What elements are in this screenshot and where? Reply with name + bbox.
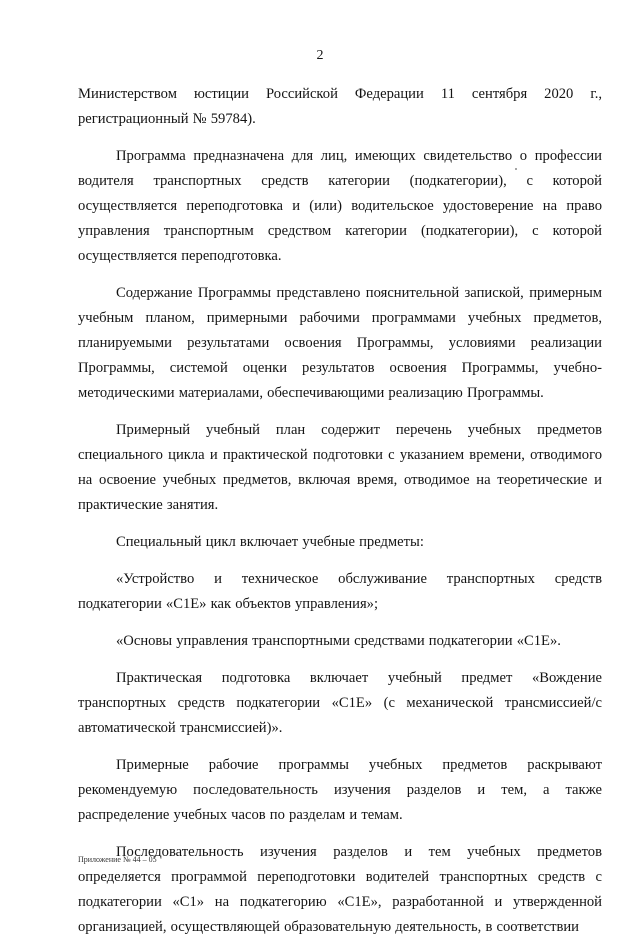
paragraph: «Устройство и техническое обслуживание транспортных средств подкатегории «С1Е» как объектов управления»; [78, 571, 602, 612]
scan-speck [515, 168, 517, 170]
paragraph: Содержание Программы представлено пояснительной запиской, примерным учебным планом, примерными рабочими программами учебных предметов, планируемыми результатами освоения Программы, условиями реализации Программы, системой оценки результатов освоения Программы, учебно-методическими материалами, обеспечивающими реализацию Программы. [78, 285, 602, 401]
paragraph: «Основы управления транспортными средствами подкатегории «С1Е». [116, 633, 561, 649]
paragraph: Министерством юстиции Российской Федерации 11 сентября 2020 г., регистрационный № 59784). [78, 86, 602, 127]
paragraph: Специальный цикл включает учебные предметы: [116, 534, 424, 550]
footer-note: Приложение № 44 – 05 [78, 855, 157, 864]
page-number: 2 [316, 48, 324, 63]
paragraph: Программа предназначена для лиц, имеющих свидетельство о профессии водителя транспортных средств категории (подкатегории), с которой осуществляется переподготовка и (или) водительское удостоверение на право управления транспортным средством категории (подкатегории), с которой осуществляется переподготовка. [78, 148, 602, 264]
body-text [78, 82, 602, 952]
paragraph: Примерный учебный план содержит перечень учебных предметов специального цикла и практической подготовки с указанием времени, отводимого на освоение учебных предметов, включая время, отводимое на теоретические и практические занятия. [78, 422, 602, 513]
paragraph: Практическая подготовка включает учебный предмет «Вождение транспортных средств подкатегории «С1Е» (с механической трансмиссией/с автоматической трансмиссией)». [78, 670, 602, 736]
paragraph: Примерные рабочие программы учебных предметов раскрывают рекомендуемую последовательность изучения разделов и тем, а также распределение учебных часов по разделам и темам. [78, 757, 602, 823]
paragraph: Последовательность изучения разделов и тем учебных предметов определяется программой переподготовки водителей транспортных средств с подкатегории «С1» на подкатегорию «С1Е», разработанной и утвержденной организацией, осуществляющей образовательную деятельность, в соответствии [78, 844, 602, 935]
